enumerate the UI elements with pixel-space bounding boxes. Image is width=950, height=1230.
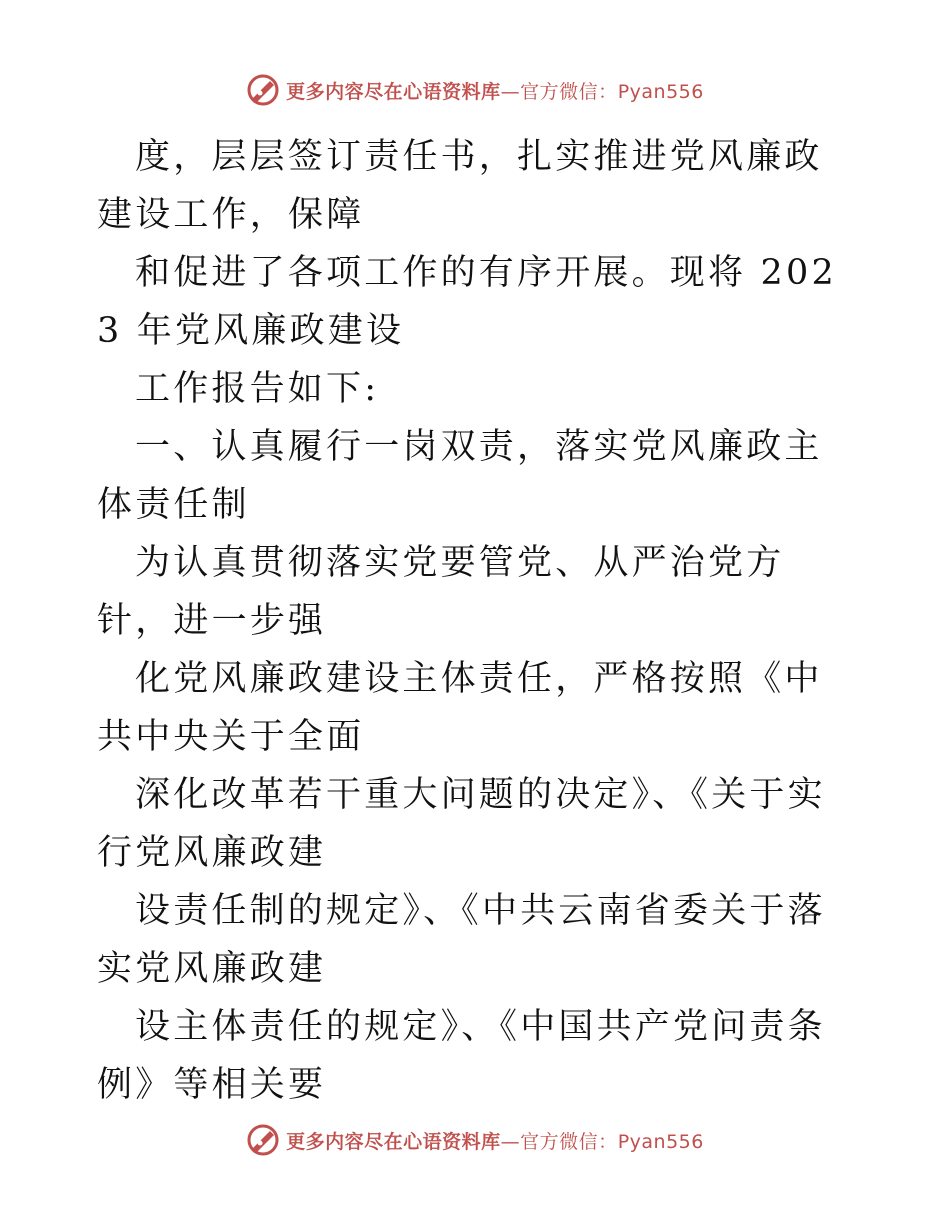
paragraph-line: 度，层层签订责任书，扎实推进党风廉政建设工 [97, 137, 823, 235]
banner-main-text: 更多内容尽在心语资料库 [286, 1130, 501, 1153]
paragraph [97, 882, 853, 998]
paragraph [97, 534, 853, 650]
paragraph-line: 和促进了各项工作的有序开展。现将 2023 年党 [97, 253, 837, 351]
banner-main-text: 更多内容尽在心语资料库 [286, 80, 501, 103]
paragraph-line-continued: 风廉政建设 [213, 311, 405, 351]
document-body [97, 128, 853, 1114]
paragraph-line: 一、认真履行一岗双责，落实党风廉政主体责任 [97, 427, 823, 525]
paragraph-line-continued: 步强 [249, 601, 327, 641]
banner-dash: — [500, 1130, 521, 1153]
paragraph-line-continued: 风廉政建 [173, 949, 327, 989]
paragraph [97, 244, 853, 360]
paragraph-line: 化党风廉政建设主体责任，严格按照《中共中央 [97, 659, 823, 757]
banner-official-label: 官方微信： [520, 80, 618, 103]
paragraph-line-continued: 风廉政建 [173, 833, 327, 873]
pen-logo-icon [246, 73, 280, 107]
paragraph-line-continued: 等相关要 [173, 1065, 327, 1105]
banner-official-label: 官方微信： [520, 1130, 618, 1153]
paragraph-line: 设主体责任的规定》、《中国共产党问责条例》 [97, 1007, 826, 1105]
footer-watermark-banner [0, 1120, 950, 1160]
banner-text [286, 1127, 704, 1154]
paragraph-line: 设责任制的规定》、《中共云南省委关于落实党 [97, 891, 826, 989]
banner-text [286, 77, 704, 104]
paragraph-line: 工作报告如下: [135, 369, 380, 409]
paragraph [97, 650, 853, 766]
paragraph [97, 998, 853, 1114]
paragraph-line-continued: 关于全面 [211, 717, 365, 757]
pen-logo-icon [246, 1123, 280, 1157]
paragraph [97, 128, 853, 244]
header-watermark-banner [0, 70, 950, 110]
paragraph [97, 418, 853, 534]
paragraph-line-continued: 作，保障 [211, 195, 365, 235]
paragraph [97, 360, 853, 418]
paragraph-line-continued: 制 [211, 485, 250, 525]
paragraph-line: 为认真贯彻落实党要管党、从严治党方针，进一 [97, 543, 785, 641]
paragraph [97, 766, 853, 882]
banner-dash: — [500, 80, 521, 103]
banner-wechat-id: Pyan556 [617, 80, 704, 103]
paragraph-line: 深化改革若干重大问题的决定》、《关于实行党 [97, 775, 826, 873]
banner-wechat-id: Pyan556 [617, 1130, 704, 1153]
